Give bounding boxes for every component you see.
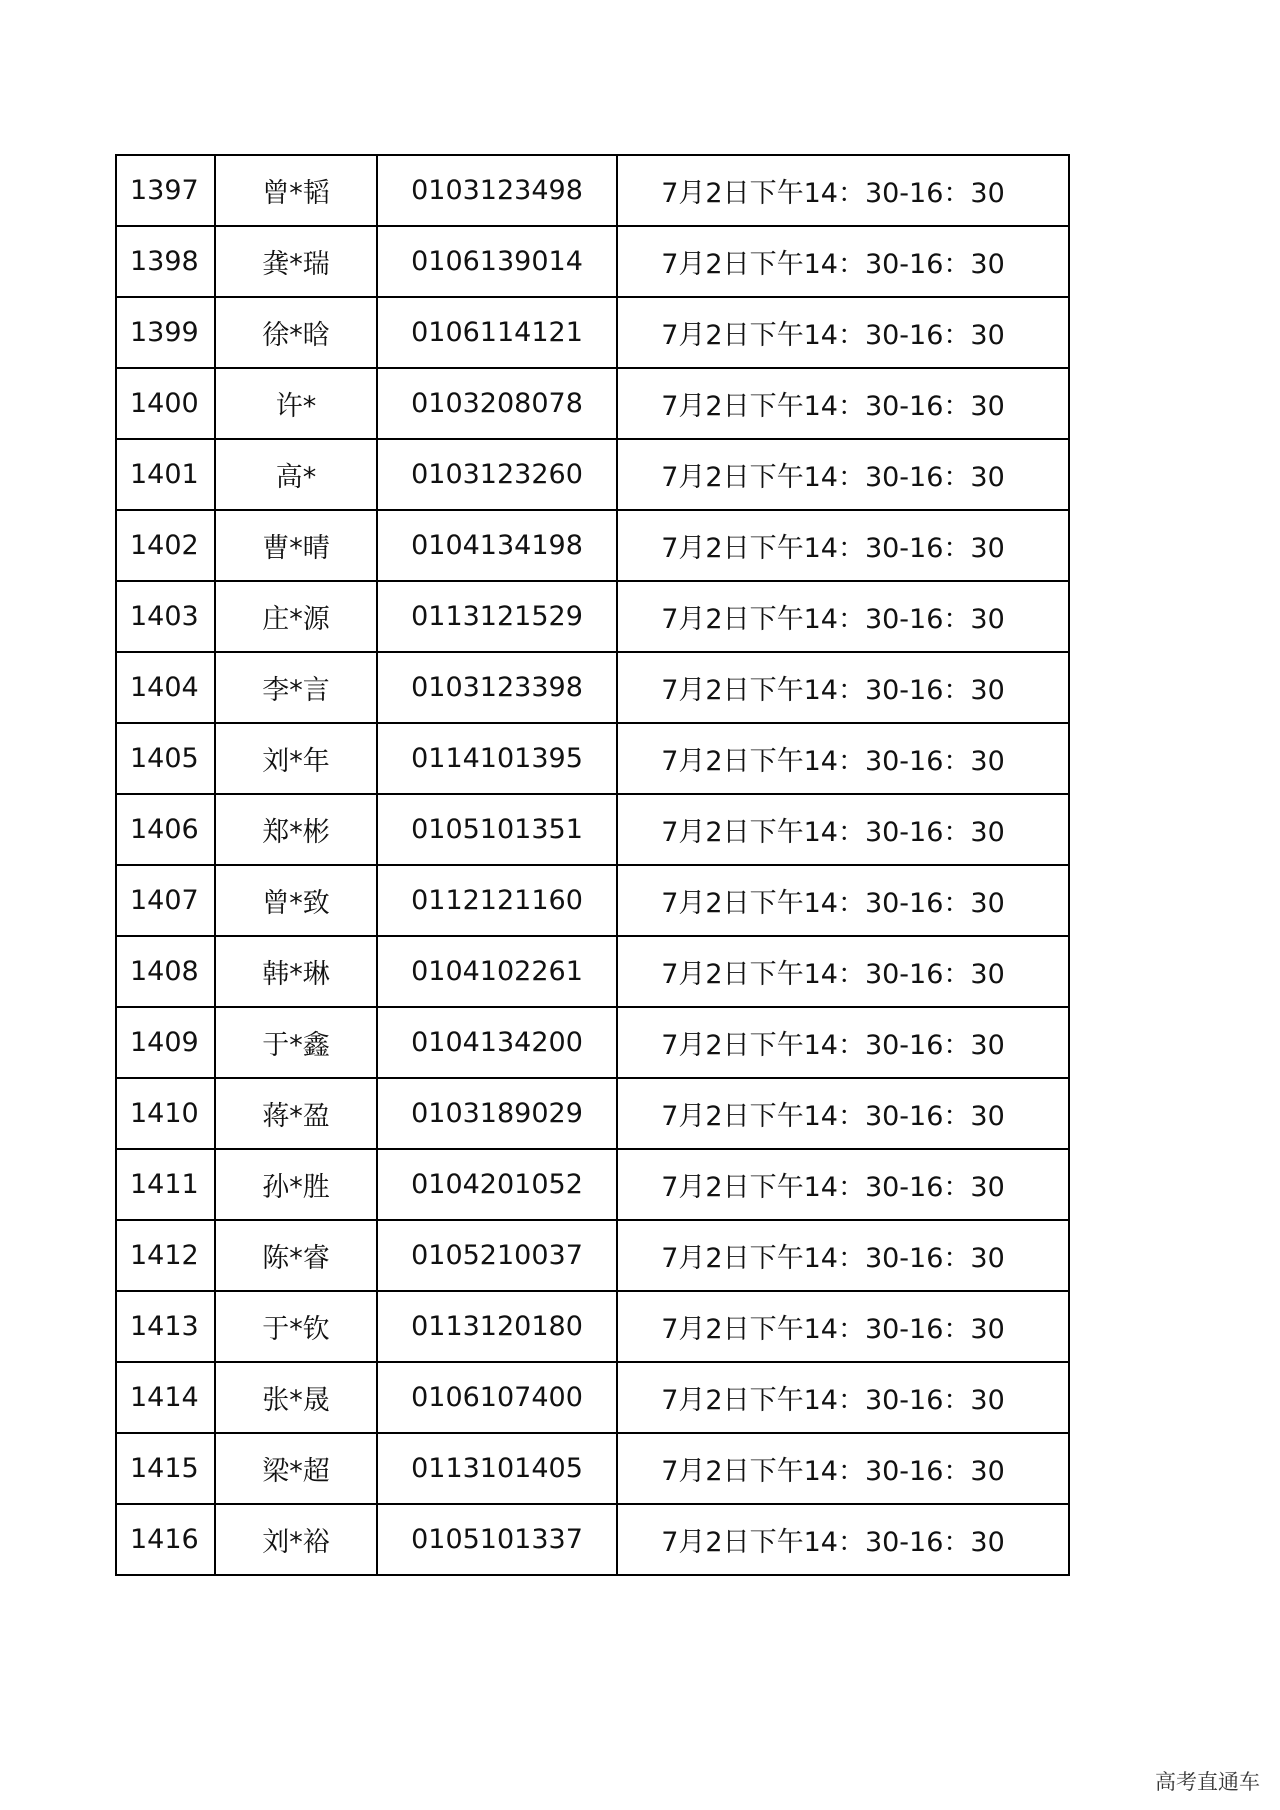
table-row (116, 297, 1069, 368)
table-row (116, 1362, 1069, 1433)
cell-student-name: 于*鑫 (215, 1007, 377, 1078)
cell-exam-id: 0105101337 (377, 1504, 617, 1575)
cell-exam-time: 7月2日下午14：30-16：30 (617, 1362, 1069, 1433)
cell-exam-time: 7月2日下午14：30-16：30 (617, 581, 1069, 652)
cell-seq-no: 1405 (116, 723, 215, 794)
cell-exam-time: 7月2日下午14：30-16：30 (617, 155, 1069, 226)
cell-exam-time: 7月2日下午14：30-16：30 (617, 1007, 1069, 1078)
cell-exam-id: 0103208078 (377, 368, 617, 439)
cell-student-name: 梁*超 (215, 1433, 377, 1504)
cell-seq-no: 1401 (116, 439, 215, 510)
cell-student-name: 高* (215, 439, 377, 510)
cell-exam-time: 7月2日下午14：30-16：30 (617, 794, 1069, 865)
cell-exam-id: 0106107400 (377, 1362, 617, 1433)
table-row (116, 226, 1069, 297)
roster-table (115, 154, 1070, 1576)
cell-exam-time: 7月2日下午14：30-16：30 (617, 865, 1069, 936)
cell-exam-time: 7月2日下午14：30-16：30 (617, 1220, 1069, 1291)
cell-seq-no: 1412 (116, 1220, 215, 1291)
cell-exam-time: 7月2日下午14：30-16：30 (617, 297, 1069, 368)
cell-student-name: 刘*年 (215, 723, 377, 794)
table-row (116, 936, 1069, 1007)
cell-seq-no: 1409 (116, 1007, 215, 1078)
cell-exam-time: 7月2日下午14：30-16：30 (617, 1149, 1069, 1220)
cell-exam-id: 0104134198 (377, 510, 617, 581)
cell-student-name: 孙*胜 (215, 1149, 377, 1220)
cell-student-name: 于*钦 (215, 1291, 377, 1362)
cell-exam-id: 0112121160 (377, 865, 617, 936)
cell-exam-time: 7月2日下午14：30-16：30 (617, 510, 1069, 581)
cell-seq-no: 1397 (116, 155, 215, 226)
cell-seq-no: 1416 (116, 1504, 215, 1575)
cell-exam-time: 7月2日下午14：30-16：30 (617, 1291, 1069, 1362)
table-row (116, 1149, 1069, 1220)
table-row (116, 865, 1069, 936)
cell-exam-id: 0103123498 (377, 155, 617, 226)
cell-seq-no: 1402 (116, 510, 215, 581)
cell-seq-no: 1406 (116, 794, 215, 865)
cell-seq-no: 1399 (116, 297, 215, 368)
table-row (116, 794, 1069, 865)
cell-exam-id: 0113120180 (377, 1291, 617, 1362)
cell-exam-id: 0114101395 (377, 723, 617, 794)
cell-student-name: 曾*致 (215, 865, 377, 936)
cell-exam-id: 0106139014 (377, 226, 617, 297)
cell-exam-time: 7月2日下午14：30-16：30 (617, 1504, 1069, 1575)
cell-student-name: 韩*琳 (215, 936, 377, 1007)
cell-exam-id: 0105210037 (377, 1220, 617, 1291)
cell-exam-time: 7月2日下午14：30-16：30 (617, 368, 1069, 439)
cell-exam-id: 0103189029 (377, 1078, 617, 1149)
cell-student-name: 曹*晴 (215, 510, 377, 581)
table-row (116, 1007, 1069, 1078)
cell-student-name: 许* (215, 368, 377, 439)
cell-student-name: 李*言 (215, 652, 377, 723)
cell-student-name: 张*晟 (215, 1362, 377, 1433)
cell-seq-no: 1404 (116, 652, 215, 723)
table-row (116, 723, 1069, 794)
cell-exam-id: 0104134200 (377, 1007, 617, 1078)
cell-student-name: 陈*睿 (215, 1220, 377, 1291)
cell-seq-no: 1410 (116, 1078, 215, 1149)
cell-exam-time: 7月2日下午14：30-16：30 (617, 1433, 1069, 1504)
table-row (116, 1220, 1069, 1291)
cell-exam-id: 0103123260 (377, 439, 617, 510)
cell-exam-time: 7月2日下午14：30-16：30 (617, 226, 1069, 297)
cell-exam-id: 0104102261 (377, 936, 617, 1007)
cell-exam-time: 7月2日下午14：30-16：30 (617, 652, 1069, 723)
cell-student-name: 龚*瑞 (215, 226, 377, 297)
cell-seq-no: 1415 (116, 1433, 215, 1504)
cell-student-name: 庄*源 (215, 581, 377, 652)
cell-student-name: 蒋*盈 (215, 1078, 377, 1149)
cell-exam-time: 7月2日下午14：30-16：30 (617, 723, 1069, 794)
cell-exam-time: 7月2日下午14：30-16：30 (617, 936, 1069, 1007)
cell-seq-no: 1398 (116, 226, 215, 297)
table-row (116, 1433, 1069, 1504)
cell-exam-id: 0103123398 (377, 652, 617, 723)
watermark-text: 高考直通车 (1155, 1770, 1260, 1794)
cell-seq-no: 1400 (116, 368, 215, 439)
table-row (116, 368, 1069, 439)
cell-exam-id: 0113101405 (377, 1433, 617, 1504)
cell-seq-no: 1414 (116, 1362, 215, 1433)
cell-seq-no: 1407 (116, 865, 215, 936)
cell-exam-id: 0105101351 (377, 794, 617, 865)
cell-student-name: 徐*晗 (215, 297, 377, 368)
cell-exam-time: 7月2日下午14：30-16：30 (617, 439, 1069, 510)
cell-exam-time: 7月2日下午14：30-16：30 (617, 1078, 1069, 1149)
cell-seq-no: 1411 (116, 1149, 215, 1220)
cell-student-name: 刘*裕 (215, 1504, 377, 1575)
cell-student-name: 曾*韬 (215, 155, 377, 226)
roster-body (116, 155, 1069, 1575)
table-row (116, 510, 1069, 581)
table-row (116, 1504, 1069, 1575)
table-row (116, 652, 1069, 723)
cell-student-name: 郑*彬 (215, 794, 377, 865)
cell-seq-no: 1413 (116, 1291, 215, 1362)
table-row (116, 581, 1069, 652)
table-row (116, 1291, 1069, 1362)
cell-exam-id: 0104201052 (377, 1149, 617, 1220)
cell-seq-no: 1403 (116, 581, 215, 652)
table-row (116, 1078, 1069, 1149)
cell-exam-id: 0106114121 (377, 297, 617, 368)
cell-seq-no: 1408 (116, 936, 215, 1007)
cell-exam-id: 0113121529 (377, 581, 617, 652)
table-row (116, 439, 1069, 510)
table-row (116, 155, 1069, 226)
